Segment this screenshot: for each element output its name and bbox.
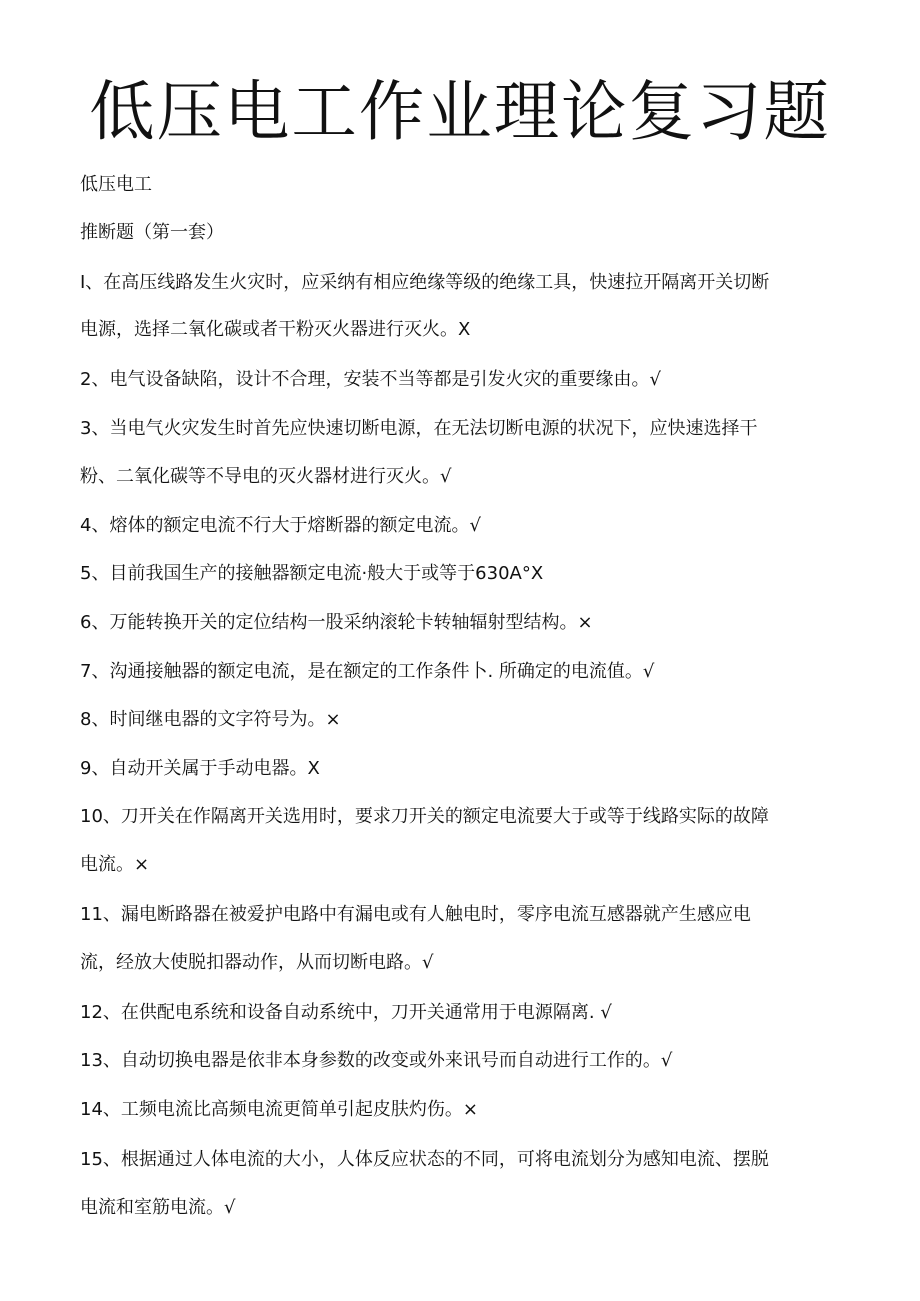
- document-subtitle: 低压电工: [80, 174, 152, 195]
- question-line: 2、电气设备缺陷，设计不合理，安装不当等都是引发火灾的重要缘由。√: [80, 369, 661, 390]
- question-line: 电流和室筋电流。√: [80, 1197, 236, 1218]
- question-line: 3、当电气火灾发生时首先应快速切断电源，在无法切断电源的状况下，应快速选择干: [80, 418, 758, 439]
- question-line: 12、在供配电系统和设备自动系统中，刀开关通常用于电源隔离. √: [80, 1002, 612, 1023]
- question-line: 电流。×: [80, 854, 150, 875]
- question-line: 6、万能转换开关的定位结构一股采纳滚轮卡转轴辐射型结构。×: [80, 612, 593, 633]
- question-line: 流，经放大使脱扣器动作，从而切断电路。√: [80, 952, 434, 973]
- question-line: 15、根据通过人体电流的大小，人体反应状态的不同，可将电流划分为感知电流、摆脱: [80, 1149, 769, 1170]
- question-line: 8、时间继电器的文字符号为。×: [80, 709, 341, 730]
- question-line: 4、熔体的额定电流不行大于熔断器的额定电流。√: [80, 515, 481, 536]
- question-line: 14、工频电流比高频电流更简单引起皮肤灼伤。×: [80, 1099, 478, 1120]
- question-line: 13、自动切换电器是依非本身参数的改变或外来讯号而自动进行工作的。√: [80, 1050, 673, 1071]
- question-line: I、在高压线路发生火灾时，应采纳有相应绝缘等级的绝缘工具，快速拉开隔离开关切断: [80, 272, 770, 293]
- question-line: 电源，选择二氧化碳或者干粉灭火器进行灭火。X: [80, 319, 471, 340]
- question-line: 11、漏电断路器在被爱护电路中有漏电或有人触电时，零序电流互感器就产生感应电: [80, 904, 751, 925]
- question-line: 10、刀开关在作隔离开关选用时，要求刀开关的额定电流要大于或等于线路实际的故障: [80, 806, 769, 827]
- question-line: 9、自动开关属于手动电器。X: [80, 758, 320, 779]
- question-line: 5、目前我国生产的接触器额定电流·般大于或等于630A°X: [80, 563, 544, 584]
- question-line: 粉、二氧化碳等不导电的灭火器材进行灭火。√: [80, 466, 452, 487]
- question-line: 7、沟通接触器的额定电流，是在额定的工作条件卜. 所确定的电流值。√: [80, 661, 655, 682]
- section-heading: 推断题（第一套）: [80, 222, 224, 243]
- page-title: 低压电工作业理论复习题: [89, 74, 831, 150]
